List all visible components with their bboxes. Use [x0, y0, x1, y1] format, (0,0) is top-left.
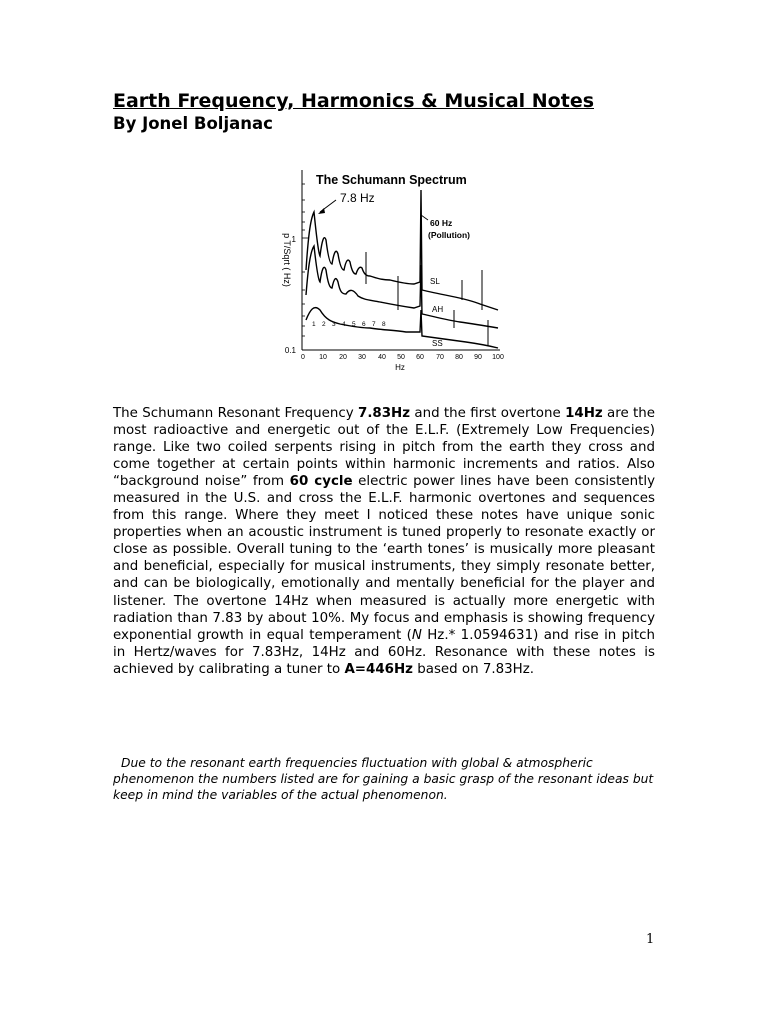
x-tick-labels — [301, 354, 504, 361]
body-text-run: electric power lines have been consistently measured in the U.S. and cross the E.L.F. harmonic overtones and sequences from this range. Where they meet I noticed these notes have unique sonic properties when an acoustic instrument is tuned properly to resonate exactly or close as possible. Overall tuning to the ‘earth tones’ is musically more pleasant and beneficial, especially for musical instruments, they simply resonate better, and can be biologically, emotionally and mentally beneficial for the player and listener. The overtone 14Hz when measured is actually more energetic with radiation than 7.83 by about 10%. My focus and emphasis is showing frequency exponential growth in equal temperament ( — [113, 474, 656, 643]
body-text-run: based on 7.83Hz. — [412, 661, 535, 677]
pollution-arrow — [421, 215, 428, 220]
spectrum-spikes — [366, 252, 488, 346]
x-tick-label: 100 — [492, 354, 504, 361]
pollution-sublabel: (Pollution) — [428, 230, 471, 240]
x-tick-label: 10 — [319, 354, 327, 361]
x-tick-label: 0 — [301, 354, 305, 361]
body-bold-run: 60 cycle — [289, 474, 353, 490]
x-tick-label: 60 — [416, 354, 424, 361]
x-tick-label: 20 — [339, 354, 347, 361]
x-tick-label: 80 — [455, 354, 463, 361]
mode-number: 8 — [382, 321, 386, 328]
mode-number: 2 — [322, 321, 326, 328]
curve-label-sl: SL — [430, 277, 440, 286]
document-author: By Jonel Boljanac — [113, 114, 273, 133]
footnote-paragraph: Due to the resonant earth frequencies fluctuation with global & atmospheric phenomenon the numbers listed are for gaining a basic grasp of the resonant ideas but keep in mind the variables of the actual phenomenon. — [113, 756, 654, 802]
mode-number: 5 — [352, 321, 356, 328]
body-italic-run: N — [411, 627, 422, 643]
mode-number: 1 — [312, 321, 316, 328]
y-axis-label: p T/Sqrt ( Hz) — [282, 233, 292, 287]
peak-label: 7.8 Hz — [340, 191, 375, 205]
schumann-spectrum-svg — [270, 160, 510, 375]
x-tick-label: 70 — [436, 354, 444, 361]
x-tick-label: 90 — [474, 354, 482, 361]
page-number: 1 — [646, 932, 655, 947]
spectrum-curve-sl — [306, 190, 498, 310]
body-paragraph — [113, 405, 655, 678]
y-tick-0-1: 0.1 — [284, 346, 296, 355]
schumann-spectrum-figure — [270, 160, 510, 375]
body-text-run: The Schumann Resonant Frequency — [113, 406, 358, 421]
pollution-label: 60 Hz — [430, 218, 453, 228]
mode-number: 3 — [332, 321, 336, 328]
curve-label-ss: SS — [432, 339, 443, 348]
peak-arrow-head — [318, 208, 325, 214]
body-bold-run: 14Hz — [565, 406, 603, 421]
mode-number: 4 — [342, 321, 346, 328]
x-axis-label: Hz — [395, 363, 405, 372]
body-text-run: and the first overtone — [410, 406, 566, 421]
mode-numbers — [312, 321, 386, 328]
mode-number: 6 — [362, 321, 366, 328]
body-bold-run: A=446Hz — [344, 661, 413, 677]
body-bold-run: 7.83Hz — [358, 406, 411, 421]
x-tick-label: 40 — [378, 354, 386, 361]
figure-title: The Schumann Spectrum — [316, 173, 467, 187]
curve-label-ah: AH — [432, 305, 444, 314]
mode-number: 7 — [372, 321, 376, 328]
y-tick-1: 1 — [291, 235, 296, 244]
body-text-run: Hz.* 1.0594631) and rise in pitch in Hertz/waves for 7.83Hz, 14Hz and 60Hz. Resonance with these notes is achieved by calibrating a tuner to — [113, 627, 655, 677]
x-tick-label: 30 — [358, 354, 366, 361]
document-title: Earth Frequency, Harmonics & Musical Notes — [113, 90, 595, 112]
body-text-run: are the most radioactive and energetic out of the E.L.F. (Extremely Low Frequencies) range. Like two coiled serpents rising in pitch from the earth they cross and come together at certain points within harmonic increments and ratios. Also “background noise” from — [113, 406, 655, 490]
x-tick-label: 50 — [397, 354, 405, 361]
spectrum-curve-ah — [306, 246, 498, 328]
